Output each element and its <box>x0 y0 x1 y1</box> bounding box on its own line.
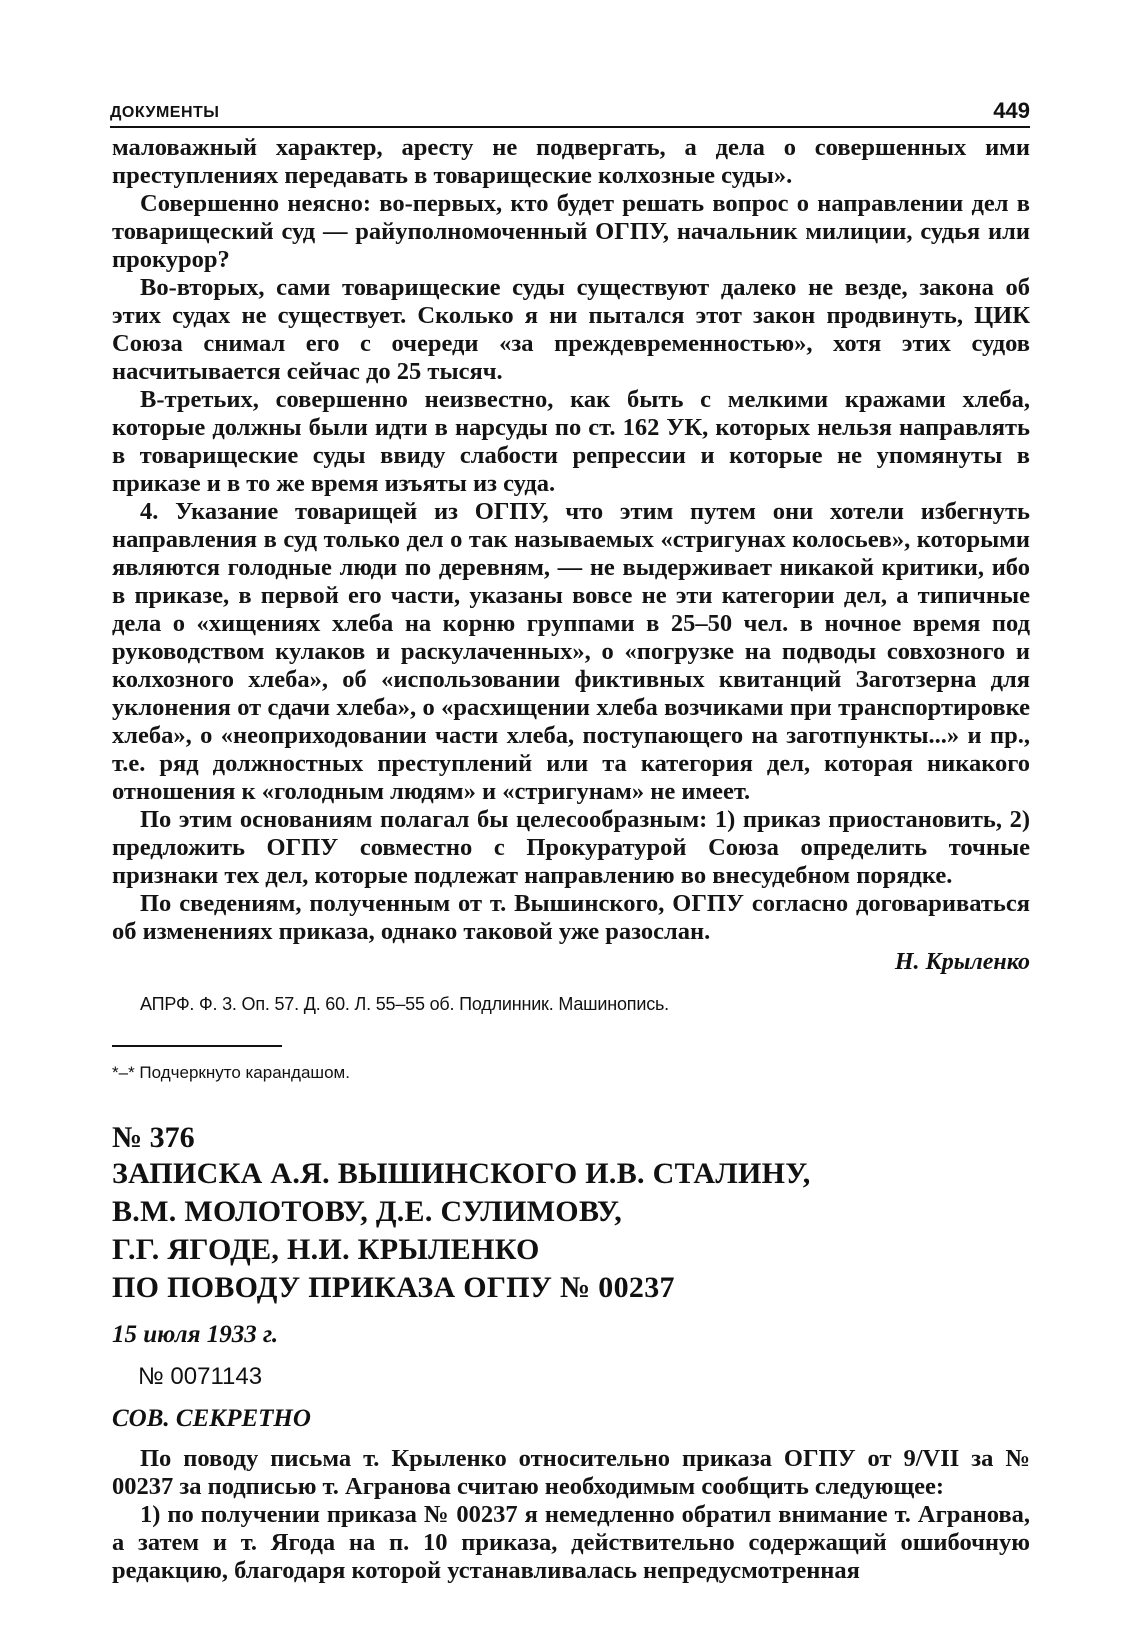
paragraph: По этим основаниям полагал бы целесообразным: 1) приказ приостановить, 2) предложить ОГПУ совместно с Прокуратурой Союза определить точные признаки тех дел, которые подлежат направлению во внесудебном порядке. <box>112 806 1030 889</box>
paragraph: В-третьих, совершенно неизвестно, как быть с мелкими кражами хлеба, которые должны были идти в нарсуды по ст. 162 УК, которых нельзя направлять в товарищеские суды ввиду слабости репрессии и которые не упомянуты в приказе и в то же время изъяты из суда. <box>112 386 1030 497</box>
document-number: № 376 <box>112 1121 195 1154</box>
registration-number: № 0071143 <box>138 1363 263 1390</box>
archive-reference: АПРФ. Ф. 3. Оп. 57. Д. 60. Л. 55–55 об. Подлинник. Машинопись. <box>140 994 669 1014</box>
section-title: ДОКУМЕНТЫ <box>110 104 220 121</box>
footnote: *–* Подчеркнуто карандашом. <box>112 1063 350 1082</box>
paragraph: По сведениям, полученным от т. Вышинского, ОГПУ согласно договариваться об изменениях приказа, однако таковой уже разослан. <box>112 890 1030 945</box>
paragraph: 4. Указание товарищей из ОГПУ, что этим путем они хотели избегнуть направления в суд только дел о так называемых «стригунах колосьев», которыми являются голодные люди по деревням, — не выдерживает никакой критики, ибо в приказе, в первой его части, указаны вовсе не эти категории дел, а типичные дела о «хищениях хлеба на корню группами в 25–50 чел. в ночное время под руководством кулаков и раскулаченных», о «погрузке на подводы совхозного и колхозного хлеба», об «использовании фиктивных квитанций Заготзерна для уклонения от сдачи хлеба», о «расхищении хлеба возчиками при транспортировке хлеба», о «неоприходовании части хлеба, поступающего на заготпункты...» и пр., т.е. ряд должностных преступлений или та категория дел, которая никакого отношения к «голодным людям» и «стригунам» не имеет. <box>112 498 1030 805</box>
paragraph: 1) по получении приказа № 00237 я немедленно обратил внимание т. Агранова, а затем и т. Ягода на п. 10 приказа, действительно содержащий ошибочную редакцию, благодаря которой устанавливалась непредусмотренная <box>112 1501 1030 1584</box>
heading-line: ЗАПИСКА А.Я. ВЫШИНСКОГО И.В. СТАЛИНУ, <box>112 1157 811 1190</box>
paragraph: По поводу письма т. Крыленко относительно приказа ОГПУ от 9/VII за № 00237 за подписью т. Агранова считаю необходимым сообщить следующее: <box>112 1445 1030 1500</box>
document-heading <box>112 1155 1030 1307</box>
paragraph: Совершенно неясно: во-первых, кто будет решать вопрос о направлении дел в товарищеский суд — райуполномоченный ОГПУ, начальник милиции, судья или прокурор? <box>112 190 1030 273</box>
heading-line: ПО ПОВОДУ ПРИКАЗА ОГПУ № 00237 <box>112 1271 675 1304</box>
heading-line: В.М. МОЛОТОВУ, Д.Е. СУЛИМОВУ, <box>112 1195 623 1228</box>
paragraph: Во-вторых, сами товарищеские суды существуют далеко не везде, закона об этих судах не существует. Сколько я ни пытался этот закон продвинуть, ЦИК Союза снимал его с очереди «за преждевременностью», хотя этих судов насчитывается сейчас до 25 тысяч. <box>112 274 1030 385</box>
paragraph: маловажный характер, аресту не подвергать, а дела о совершенных ими преступлениях передавать в товарищеские колхозные суды». <box>112 134 1030 189</box>
heading-line: Г.Г. ЯГОДЕ, Н.И. КРЫЛЕНКО <box>112 1233 540 1266</box>
classification-stamp: СОВ. СЕКРЕТНО <box>112 1405 311 1432</box>
page-body <box>112 134 1030 1585</box>
signature: Н. Крыленко <box>894 949 1030 975</box>
running-head <box>110 96 1030 128</box>
footnote-divider <box>112 1045 282 1047</box>
document-date: 15 июля 1933 г. <box>112 1321 279 1348</box>
page-number: 449 <box>993 98 1030 123</box>
